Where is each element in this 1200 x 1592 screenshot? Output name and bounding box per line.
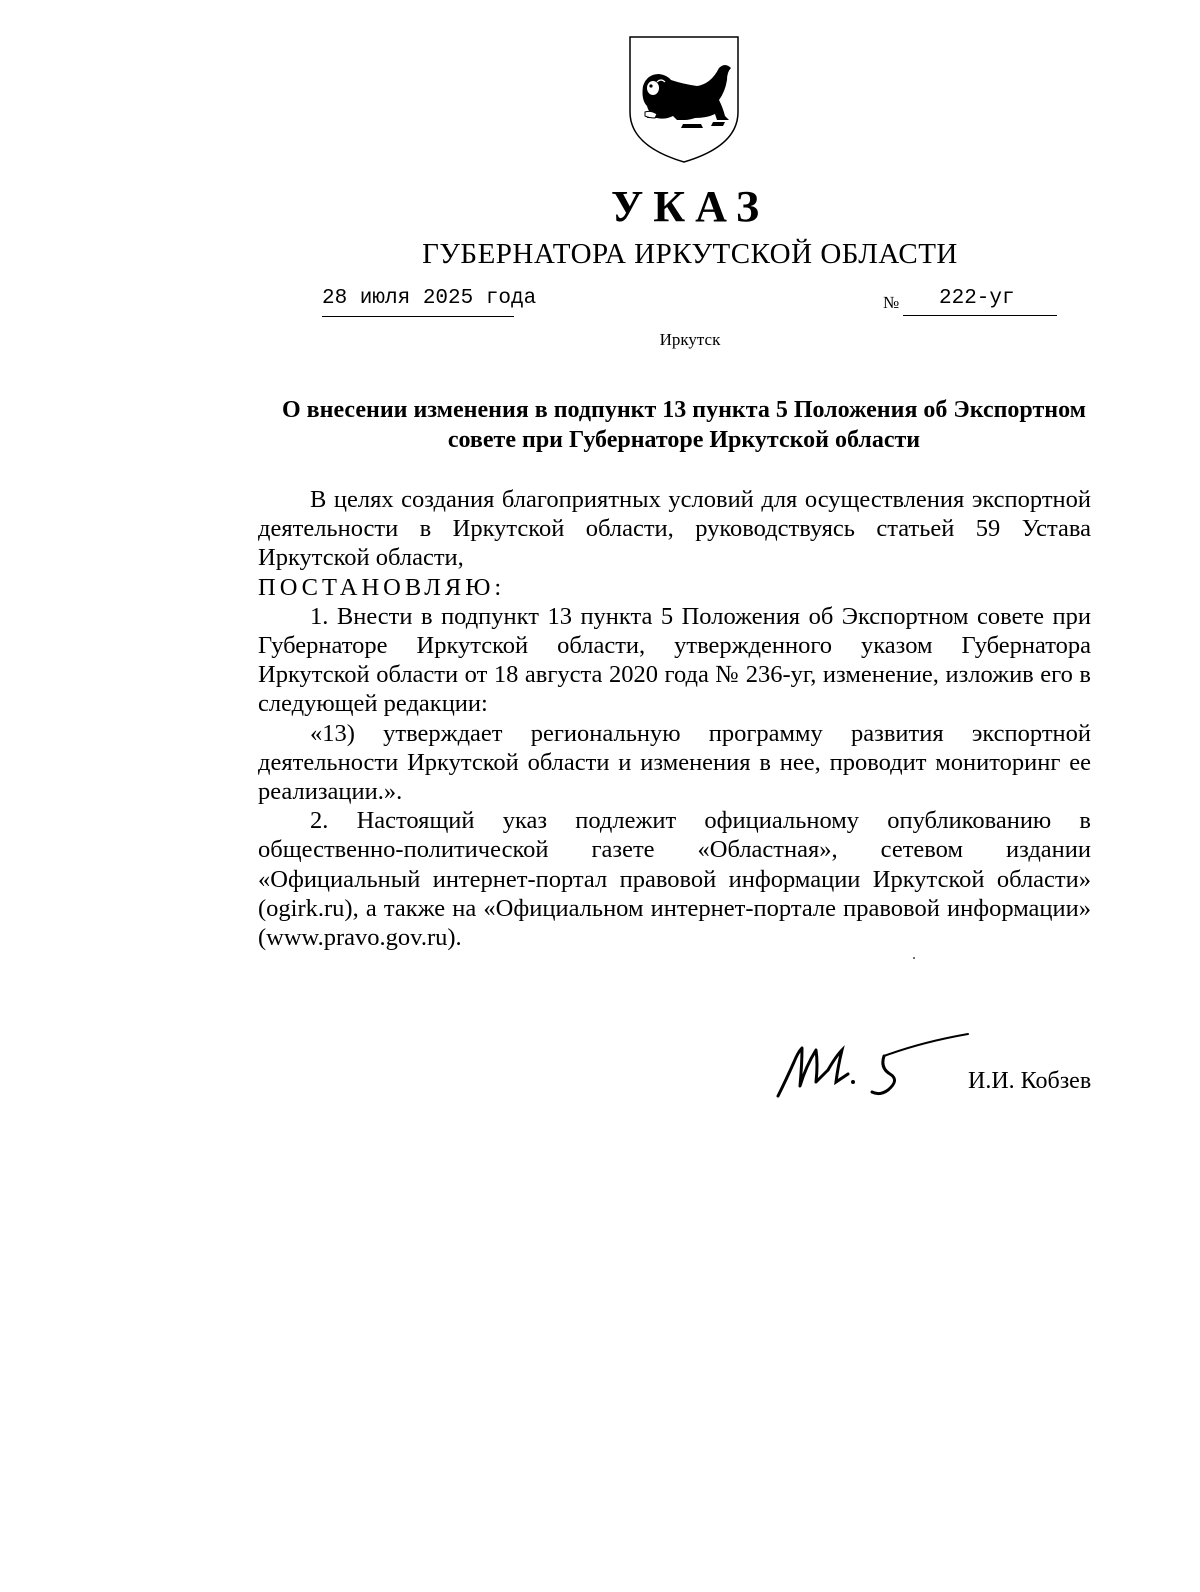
document-number: 222-уг: [903, 284, 1057, 316]
document-city: Иркутск: [659, 330, 721, 349]
resolve-paragraph: ПОСТАНОВЛЯЮ:: [258, 573, 506, 601]
scan-speck: [913, 957, 915, 959]
coat-of-arms-emblem: [627, 34, 741, 164]
number-sign: №: [883, 293, 900, 312]
document-subtitle: ГУБЕРНАТОРА ИРКУТСКОЙ ОБЛАСТИ: [422, 238, 958, 270]
document-heading: О внесении изменения в подпункт 13 пункта 5 Положения об Экспортном совете при Губернаторе Иркутской области: [282, 397, 1086, 453]
preamble-paragraph: В целях создания благоприятных условий для осуществления экспортной деятельности в Иркутской области, руководствуясь статьей 59 Устава Иркутской области,: [258, 486, 1091, 572]
item-2-paragraph: 2. Настоящий указ подлежит официальному опубликованию в общественно-политической газете «Областная», сетевом издании «Официальный интернет-портал правовой информации Иркутской области» (ogirk.ru), а также на «Официальном интернет-портале правовой информации» (www.pravo.gov.ru).: [258, 807, 1091, 952]
document-title: УКАЗ: [610, 182, 770, 231]
document-body: [258, 485, 1091, 952]
quote-paragraph: «13) утверждает региональную программу развития экспортной деятельности Иркутской области и изменения в нее, проводит мониторинг ее реализации.».: [258, 719, 1091, 806]
item-1-paragraph: 1. Внести в подпункт 13 пункта 5 Положения об Экспортном совете при Губернаторе Иркутской области, утвержденного указом Губернатора Иркутской области от 18 августа 2020 года № 236-уг, изменение, изложив его в следующей редакции:: [258, 602, 1091, 718]
signer-name: И.И. Кобзев: [968, 1068, 1092, 1094]
handwritten-signature: [772, 1030, 982, 1110]
document-date: 28 июля 2025 года: [322, 284, 514, 317]
